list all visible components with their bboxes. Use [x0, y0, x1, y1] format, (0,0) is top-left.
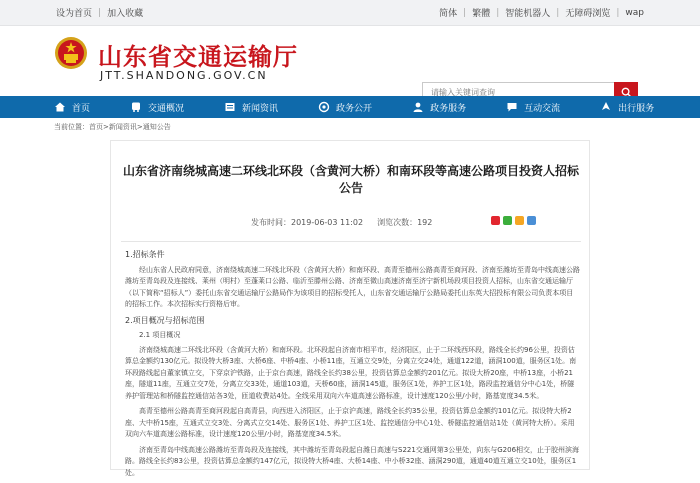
nav-label: 交通概况	[148, 103, 185, 114]
paragraph: 高青至德州公路高青至商河段起自高青县，向西进入济阳区，止于京沪高速，路线全长约35公里，投资估算总金额约101亿元。拟设特大桥2座、大中桥15座，互通式立交3处、分离式立交14处、服务区1处、养护工区1处、监控通信分中心1处、桥隧监控通信站1处（黄河特大桥）。采用双向六车道高速公路标准，设计速度120公里/小时，路基宽度34.5米。	[125, 407, 575, 438]
qzone-share-icon[interactable]	[515, 216, 524, 225]
accessibility-link[interactable]: 无障碍浏览	[565, 9, 611, 19]
add-favorite-link[interactable]: 加入收藏	[107, 9, 144, 19]
paragraph: 济南绕城高速二环线北环段（含黄河大桥）和南环段。北环段起自济南市相平市，经济阳区，止于二环线西环段，路线全长约96公里，投资估算总金额约130亿元。拟设特大桥3座、大桥6座、中桥4座、小桥11座，互通立交9处，分离立交24处，通道122道，涵洞100道，服务区1处。南环段路线起自董家镇立交，下穿京沪铁路，止于京台高速，路线全长约38公里，投资估算总金额约201亿元。拟设大桥20座，中桥13座，小桥21座，隧道11座，互通立交7处，分离立交33处，通道103道，天桥60座，涵洞145道，服务区1处，养护工区1处，路段监控通信分中心1处，桥隧养护管理站和桥隧监控通信站各3处，匝道收费站4处。全线采用双向六车道高速公路标准，设计速度120公里/小时，路基宽度34.5米。	[125, 345, 577, 400]
qq-share-icon[interactable]	[527, 216, 536, 225]
separator: |	[616, 7, 620, 18]
separator: |	[463, 7, 467, 18]
nav-item-interaction[interactable]	[506, 101, 560, 114]
article-meta	[251, 217, 432, 228]
government-icon	[318, 101, 330, 113]
paragraph: 济南至青岛中线高速公路潍坊至青岛段及连接线，其中潍坊至青岛段起自潍日高速与S221交通网第3公里处，向东与G206相交，止于胶州滨海路。路线全长约83公里，投资估算总金额约147亿元，拟设特大桥4座、大桥14座、中小桥32座、涵洞290道，通道40道互通立交10处，服务区1处。	[125, 445, 580, 477]
traditional-chinese-link[interactable]: 繁體	[472, 9, 491, 19]
top-utility-bar	[0, 0, 700, 26]
bus-icon	[130, 101, 142, 113]
wap-link[interactable]: wap	[625, 7, 644, 18]
nav-item-home[interactable]	[54, 101, 90, 114]
travel-icon	[600, 101, 612, 113]
nav-label: 首页	[72, 103, 91, 114]
nav-item-travel[interactable]	[600, 101, 654, 114]
paragraph: 经山东省人民政府同意，济南绕城高速二环线北环段（含黄河大桥）和南环段、高青至德州公路高青至商河段、济南至潍坊至青岛中线高速公路潍坊至青岛段及连接线、莱州（明村）至蓬莱口公路、临沂至滕州公路、济南至微山高速济南至济宁新机场段项目投资人招标，山东省交通运输厅（以下简称“招标人”）委托山东省交通运输厅公路局作为该项目的招标受托人，山东省交通运输厅公路局委托山东英大招投标有限公司负责本项目的招标工作。本次招标实行资格后审。	[125, 265, 580, 308]
subsection-heading: 2.1 项目概况	[139, 331, 181, 339]
nav-label: 政务服务	[430, 103, 467, 114]
publish-time: 发布时间：2019-06-03 11:02	[251, 218, 364, 227]
national-emblem-icon[interactable]	[54, 36, 88, 70]
service-icon	[412, 101, 424, 113]
nav-item-gov-affairs[interactable]	[318, 101, 372, 114]
share-buttons	[491, 216, 536, 225]
article-body	[125, 249, 580, 483]
top-right-links	[439, 6, 644, 19]
site-header	[0, 26, 700, 96]
separator: |	[496, 7, 500, 18]
view-count: 浏览次数：192	[377, 218, 433, 227]
set-home-link[interactable]: 设为首页	[56, 9, 93, 19]
site-domain: JTT.SHANDONG.GOV.CN	[100, 69, 268, 82]
home-icon	[54, 101, 66, 113]
chat-icon	[506, 101, 518, 113]
top-left-links	[56, 6, 143, 19]
wechat-share-icon[interactable]	[503, 216, 512, 225]
site-title[interactable]: 山东省交通运输厅	[98, 43, 298, 71]
robot-link[interactable]: 智能机器人	[505, 9, 551, 19]
nav-item-overview[interactable]	[130, 101, 184, 114]
main-nav	[0, 96, 700, 118]
weibo-share-icon[interactable]	[491, 216, 500, 225]
nav-item-news[interactable]	[224, 101, 278, 114]
nav-label: 政务公开	[336, 103, 373, 114]
separator: |	[98, 7, 102, 18]
news-icon	[224, 101, 236, 113]
nav-label: 互动交流	[524, 103, 561, 114]
section-heading: 1.招标条件	[125, 250, 165, 259]
simplified-chinese-link[interactable]: 简体	[439, 9, 458, 19]
article-panel	[110, 140, 590, 477]
nav-label: 出行服务	[618, 103, 655, 114]
nav-item-gov-service[interactable]	[412, 101, 466, 114]
divider	[121, 241, 581, 242]
breadcrumb[interactable]: 当前位置：首页>新闻资讯>通知公告	[54, 123, 171, 131]
separator: |	[556, 7, 560, 18]
nav-label: 新闻资讯	[242, 103, 279, 114]
section-heading: 2.项目概况与招标范围	[125, 315, 205, 325]
article-title: 山东省济南绕城高速二环线北环段（含黄河大桥）和南环段等高速公路项目投资人招标公告	[122, 164, 579, 195]
